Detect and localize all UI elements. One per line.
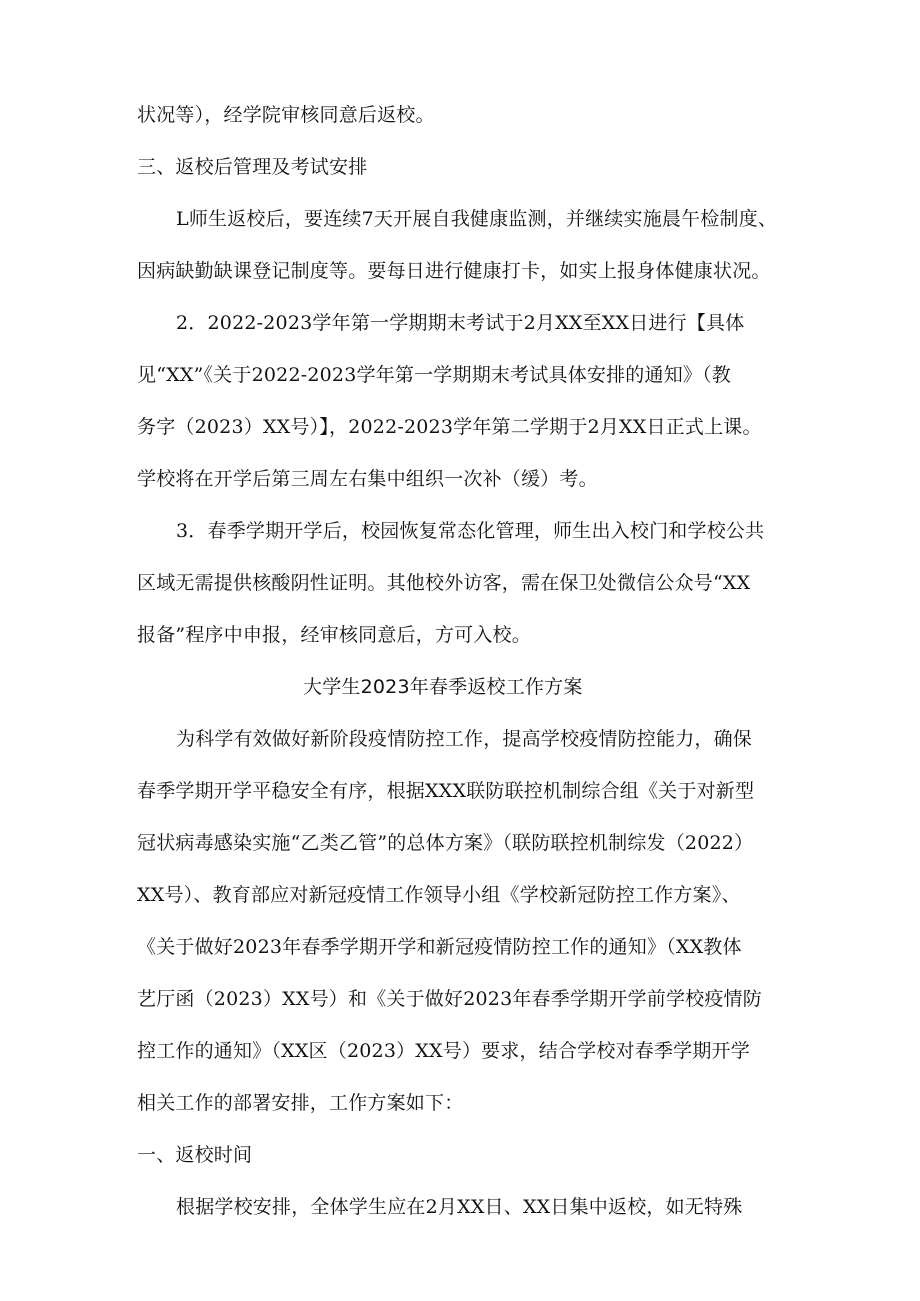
text-line: 根据学校安排，全体学生应在2月XX日、XX日集中返校，如无特殊 [176,1196,743,1218]
text-line: 冠状病毒感染实施“乙类乙管”的总体方案》（联防联控机制综发（2022） [137,832,754,854]
text-line: 2．2022-2023学年第一学期期末考试于2月XX至XX日进行【具体 [176,312,745,334]
document-title: 大学生2023年春季返校工作方案 [303,676,583,698]
section-heading: 一、返校时间 [137,1144,253,1166]
text-line: 学校将在开学后第三周左右集中组织一次补（缓）考。 [137,468,598,490]
text-line: 为科学有效做好新阶段疫情防控工作，提高学校疫情防控能力，确保 [176,728,753,750]
text-line: 春季学期开学平稳安全有序，根据XXX联防联控机制综合组《关于对新型 [137,780,755,802]
text-line: 见“XX”《关于2022-2023学年第一学期期末考试具体安排的通知》（教 [137,364,732,386]
text-line: XX号）、教育部应对新冠疫情工作领导小组《学校新冠防控工作方案》、 [137,884,741,906]
section-heading: 三、返校后管理及考试安排 [137,156,368,178]
text-line: 艺厅函（2023）XX号）和《关于做好2023年春季学期开学前学校疫情防 [137,988,762,1010]
text-line: L师生返校后，要连续7天开展自我健康监测，并继续实施晨午检制度、 [176,208,778,230]
text-line: 控工作的通知》（XX区（2023）XX号）要求，结合学校对春季学期开学 [137,1040,750,1062]
text-line: 因病缺勤缺课登记制度等。要每日进行健康打卡，如实上报身体健康状况。 [137,260,771,282]
text-line: 3．春季学期开学后，校园恢复常态化管理，师生出入校门和学校公共 [176,520,765,542]
text-line: 《关于做好2023年春季学期开学和新冠疫情防控工作的通知》（XX教体 [137,936,742,958]
text-line: 状况等），经学院审核同意后返校。 [137,104,435,126]
text-line: 报备”程序中申报，经审核同意后，方可入校。 [137,624,531,646]
text-line: 相关工作的部署安排，工作方案如下： [137,1092,464,1114]
text-line: 务字（2023）XX号）】，2022-2023学年第二学期于2月XX日正式上课。 [137,416,762,438]
text-line: 区域无需提供核酸阴性证明。其他校外访客，需在保卫处微信公众号“XX [137,572,751,594]
